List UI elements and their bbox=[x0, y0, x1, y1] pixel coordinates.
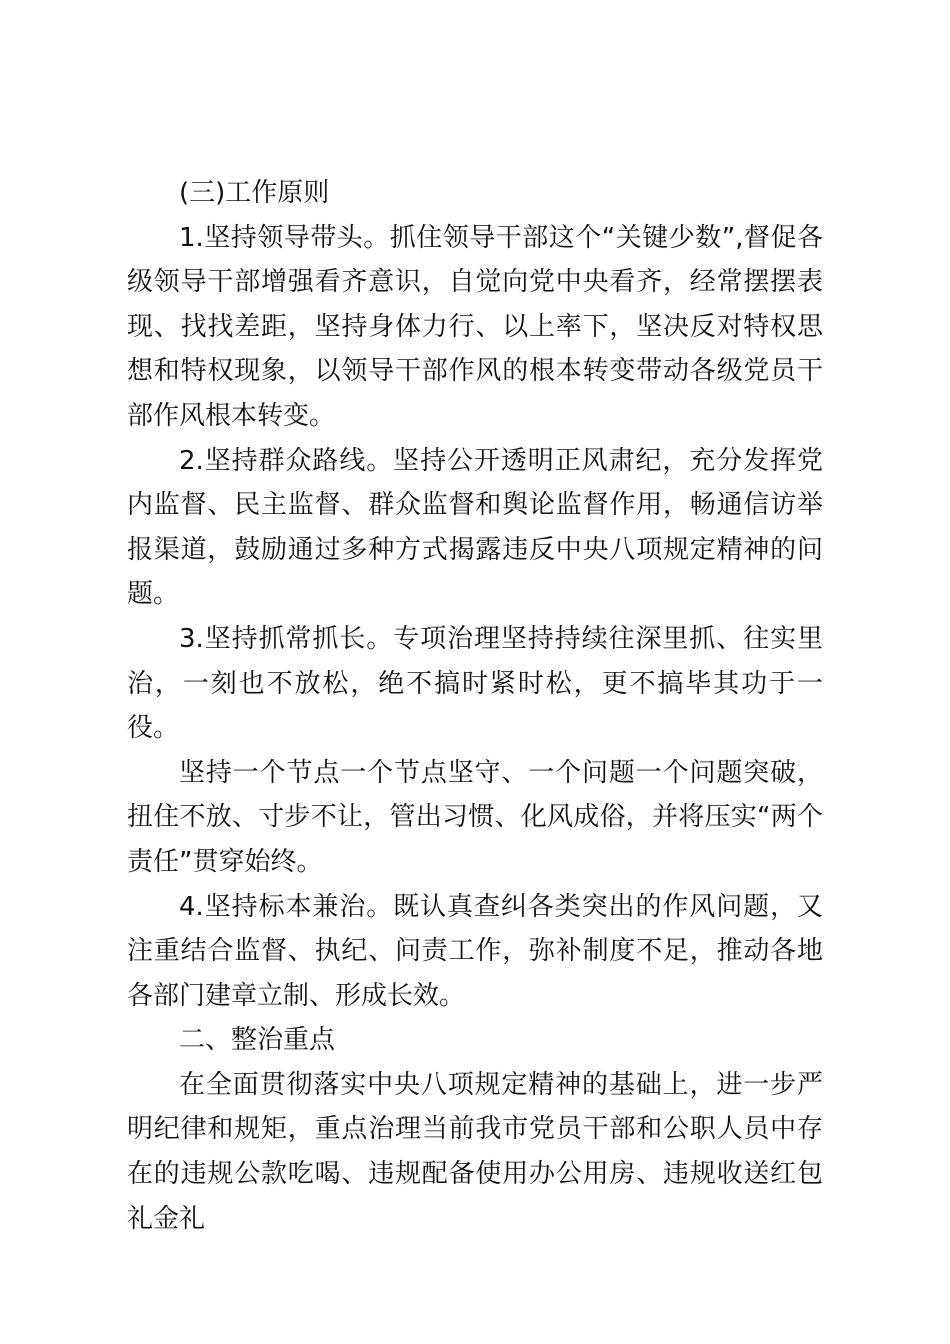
section-heading-key-points: 二、整治重点 bbox=[179, 1025, 336, 1056]
paragraph-long-term: 3.坚持抓常抓长。专项治理坚持持续往深里抓、往实里治，一刻也不放松，绝不搞时紧时松，更不搞毕其功于一役。 bbox=[127, 623, 823, 744]
paragraph-mass-line: 2.坚持群众路线。坚持公开透明正风肃纪，充分发挥党内监督、民主监督、群众监督和舆论监督作用，畅通信访举报渠道，鼓励通过多种方式揭露违反中央八项规定精神的问题。 bbox=[127, 445, 823, 610]
paragraph-key-points-intro: 在全面贯彻落实中央八项规定精神的基础上，进一步严明纪律和规矩，重点治理当前我市党员干部和公职人员中存在的违规公款吃喝、违规配备使用办公用房、违规收送红包礼金礼 bbox=[127, 1069, 823, 1234]
section-heading-work-principles: (三)工作原则 bbox=[179, 178, 330, 208]
paragraph-leadership: 1.坚持领导带头。抓住领导干部这个“关键少数”,督促各级领导干部增强看齐意识，自觉向党中央看齐，经常摆摆表现、找找差距，坚持身体力行、以上率下，坚决反对特权思想和特权现象，以领导干部作风的根本转变带动各级党员干部作风根本转变。 bbox=[127, 222, 823, 431]
paragraph-persistence: 坚持一个节点一个节点坚守、一个问题一个问题突破，扭住不放、寸步不让，管出习惯、化风成俗，并将压实“两个责任”贯穿始终。 bbox=[127, 757, 823, 877]
document-body bbox=[127, 171, 823, 1241]
paragraph-root-causes: 4.坚持标本兼治。既认真查纠各类突出的作风问题，又注重结合监督、执纪、问责工作，弥补制度不足，推动各地各部门建章立制、形成长效。 bbox=[127, 891, 823, 1011]
